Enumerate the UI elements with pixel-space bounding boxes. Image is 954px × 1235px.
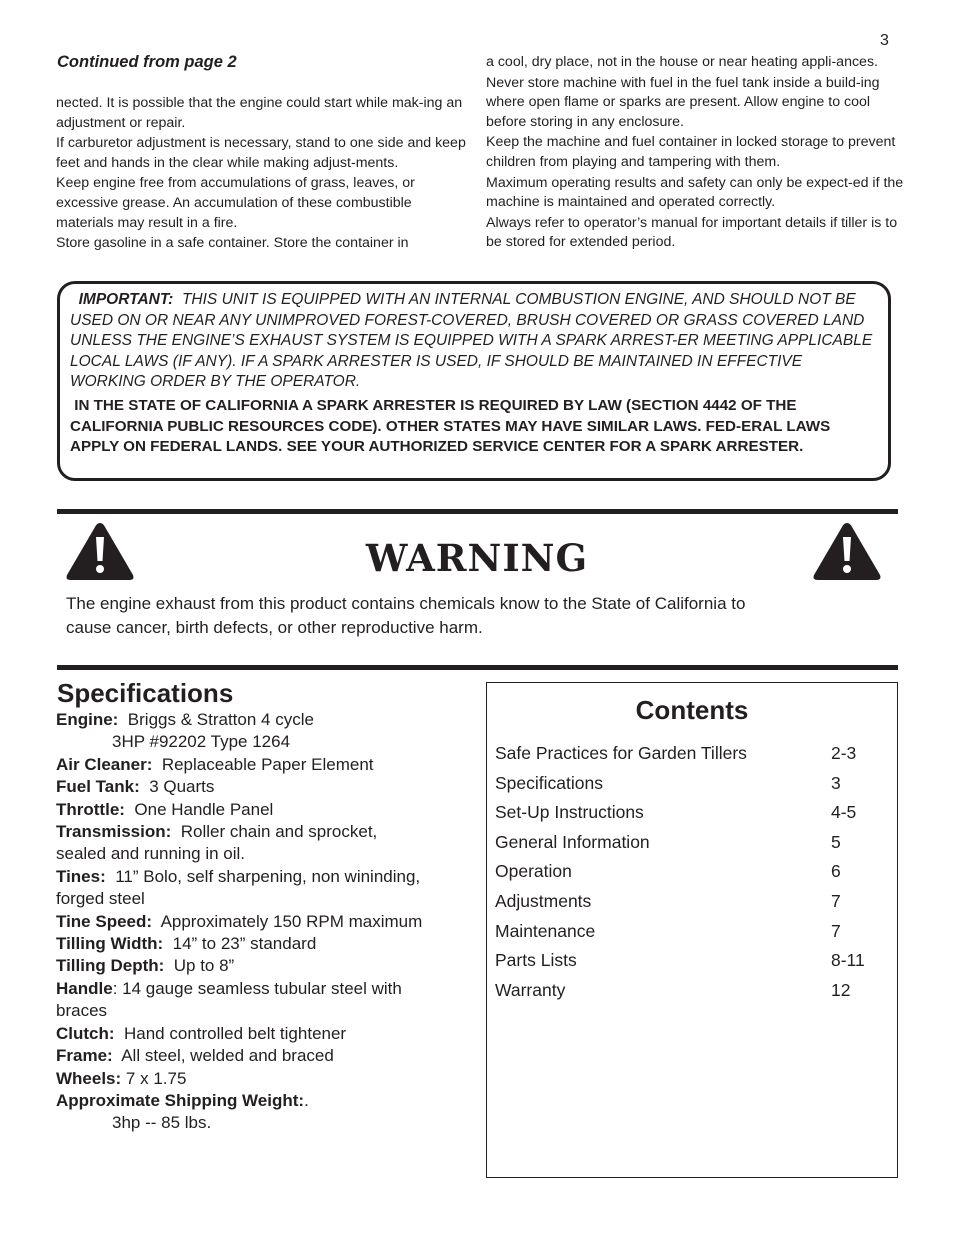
divider-rule: [57, 509, 898, 514]
important-italic-text: [70, 290, 878, 393]
divider-rule: [57, 665, 898, 670]
contents-item: Operation 6: [495, 861, 841, 882]
specifications-list: [56, 709, 476, 1135]
paragraph: Keep the machine and fuel container in locked storage to prevent children from playing and tampering with them.: [486, 134, 896, 170]
contents-item: Set-Up Instructions 4-5: [495, 802, 857, 823]
contents-item: Warranty 12: [495, 979, 851, 1000]
contents-title: Contents: [635, 695, 749, 725]
paragraph: Never store machine with fuel in the fuel tank inside a build-ing where open flame or sparks are present. Allow engine to cool before storing in any enclosure.: [486, 74, 880, 130]
spec-wheels: Wheels: 7 x 1.75: [56, 1068, 187, 1088]
spec-frame: Frame: All steel, welded and braced: [56, 1046, 334, 1066]
paragraph: Maximum operating results and safety can only be expect-ed if the machine is maintained and operated correctly.: [486, 174, 904, 211]
contents-box: [486, 682, 898, 1178]
spec-handle-cont: braces: [56, 1001, 108, 1021]
left-column: [56, 94, 468, 255]
spec-tilling-width: Tilling Width: 14” to 23” standard: [56, 934, 317, 954]
spec-engine: Engine: Briggs & Stratton 4 cycle: [56, 710, 314, 729]
paragraph: a cool, dry place, not in the house or near heating appli-ances.: [486, 54, 878, 70]
spec-transmission: Transmission: Roller chain and sprocket,: [56, 822, 378, 842]
spec-tines-cont: forged steel: [56, 889, 145, 909]
important-bold-body: IN THE STATE OF CALIFORNIA A SPARK ARRESTER IS REQUIRED BY LAW (SECTION 4442 OF THE CALIFORNIA PUBLIC RESOURCES CODE). OTHER STATES MAY HAVE SIMILAR LAWS. FED-ERAL LAWS APPLY ON FEDERAL LANDS. SEE YOUR AUTHORIZED SERVICE CENTER FOR A SPARK ARRESTER.: [70, 396, 831, 456]
contents-item: Parts Lists 8-11: [495, 950, 865, 971]
important-label: IMPORTANT:: [78, 291, 174, 308]
spec-handle: Handle: 14 gauge seamless tubular steel with: [56, 978, 402, 998]
spec-tines: Tines: 11” Bolo, self sharpening, non wininding,: [56, 866, 421, 886]
spec-engine-model: 3HP #92202 Type 1264: [112, 732, 291, 752]
page-number: 3: [880, 32, 889, 49]
california-spark-arrester-notice: [70, 396, 878, 458]
important-body: THIS UNIT IS EQUIPPED WITH AN INTERNAL COMBUSTION ENGINE, AND SHOULD NOT BE USED ON OR NEAR ANY UNIMPROVED FOREST-COVERED, BRUSH COVERED OR GRASS COVERED LAND UNLESS THE ENGINE’S EXHAUST SYSTEM IS EQUIPPED WITH A SPARK ARREST-ER MEETING APPLICABLE LOCAL LAWS (IF ANY). IF A SPARK ARRESTER IS USED, IF SHOULD BE MAINTAINED IN EFFECTIVE WORKING ORDER BY THE OPERATOR.: [70, 291, 873, 391]
contents-item: General Information 5: [495, 831, 841, 852]
warning-title: WARNING: [365, 536, 589, 580]
spec-tine-speed: Tine Speed: Approximately 150 RPM maximum: [56, 911, 423, 931]
warning-text: The engine exhaust from this product contains chemicals know to the State of California to cause cancer, birth defects, or other reproductive harm.: [66, 594, 746, 637]
paragraph: Always refer to operator’s manual for important details if tiller is to be stored for extended period.: [486, 214, 898, 251]
paragraph: Store gasoline in a safe container. Store the container in: [56, 235, 409, 252]
spec-throttle: Throttle: One Handle Panel: [56, 799, 274, 819]
contents-item: Adjustments 7: [495, 890, 841, 911]
specifications-title: Specifications: [57, 678, 234, 708]
contents-item: Maintenance 7: [495, 920, 841, 941]
continued-heading: Continued from page 2: [57, 53, 237, 71]
spec-transmission-cont: sealed and running in oil.: [56, 844, 246, 864]
paragraph: If carburetor adjustment is necessary, stand to one side and keep feet and hands in the clear while making adjust-ments.: [56, 135, 466, 171]
spec-shipping-weight: Approximate Shipping Weight:.: [56, 1090, 309, 1110]
warning-triangle-icon: [812, 521, 882, 581]
contents-item: Safe Practices for Garden Tillers 2-3: [495, 743, 857, 763]
spec-clutch: Clutch: Hand controlled belt tightener: [56, 1023, 347, 1043]
paragraph: nected. It is possible that the engine could start while mak-ing an adjustment or repair.: [56, 95, 463, 131]
contents-item: Specifications 3: [495, 772, 841, 793]
paragraph: Keep engine free from accumulations of grass, leaves, or excessive grease. An accumulation of these combustible materials may result in a fire.: [56, 175, 415, 231]
spec-shipping-weight-value: 3hp -- 85 lbs.: [112, 1113, 212, 1133]
spec-air-cleaner: Air Cleaner: Replaceable Paper Element: [56, 754, 374, 774]
spec-fuel-tank: Fuel Tank: 3 Quarts: [56, 777, 215, 797]
spec-tilling-depth: Tilling Depth: Up to 8”: [56, 956, 235, 976]
right-column: [486, 53, 904, 254]
contents-list: [495, 743, 885, 1009]
important-notice-box: [57, 281, 891, 481]
